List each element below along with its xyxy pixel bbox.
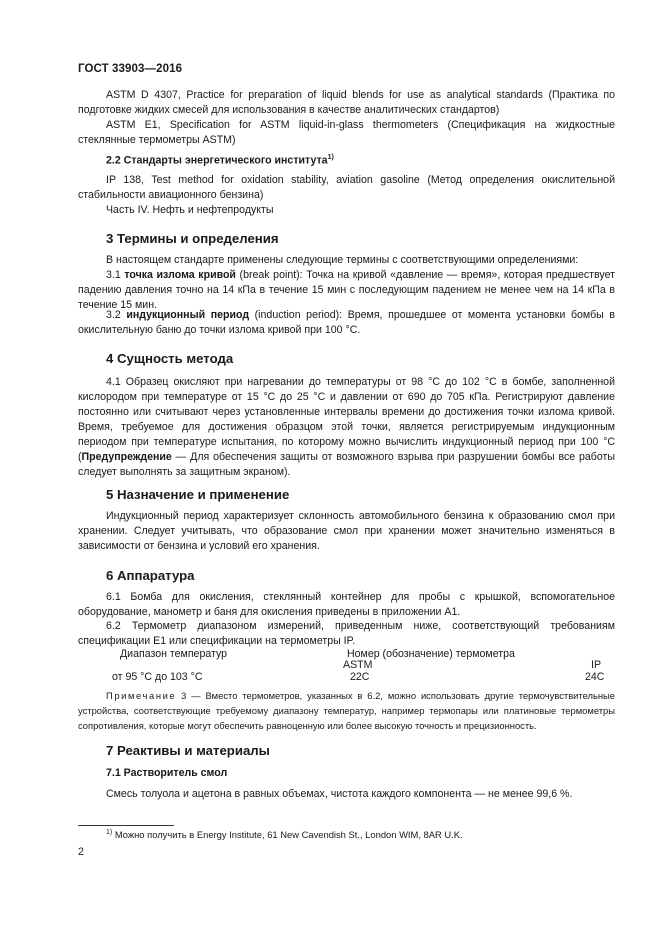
table-cell-range: от 95 °С до 103 °С <box>112 671 203 683</box>
ref-astm-d4307: ASTM D 4307, Practice for preparation of liquid blends for use as analytical standards (Практика по подготовке жидких смесей для использования в качестве аналитических стандартов) <box>78 89 615 116</box>
section-6-1-text: 6.1 Бомба для окисления, стеклянный контейнер для пробы с крышкой, вспомогательное оборудование, манометр и баня для окисления приведены в приложении А1. <box>78 591 615 618</box>
page-number: 2 <box>78 846 84 858</box>
table-header-range: Диапазон температур <box>120 648 228 660</box>
document-header: ГОСТ 33903—2016 <box>78 63 183 75</box>
section-6-2-text: 6.2 Термометр диапазоном измерений, приведенным ниже, соответствующий требованиям спецификации Е1 или спецификации на термометры IP. <box>78 620 615 647</box>
footnote-divider <box>78 825 174 826</box>
footnote: $^{1)}$ Можно получить в Energy Institute, 61 New Cavendish St., London WIM, 8AR U.K. <box>106 829 463 841</box>
section-6-title: 6 Аппаратура <box>106 568 195 583</box>
section-5-title: 5 Назначение и применение <box>106 487 290 502</box>
ref-astm-e1: ASTM E1, Specification for ASTM liquid-in-glass thermometers (Спецификация на жидкостные стеклянные термометры ASTM) <box>78 119 615 146</box>
section-3-intro: В настоящем стандарте применены следующие термины с соответствующими определениями: <box>106 254 579 266</box>
term-3-2: 3.2 индукционный период (induction period): Время, прошедшее от момента установки бомбы в окислительную баню до точки излома кривой при 100 °С. <box>78 309 615 336</box>
table-cell-ip: 24C <box>585 671 605 683</box>
note-label: Примечание <box>106 690 177 701</box>
table-header-astm: ASTM <box>343 659 373 671</box>
section-4-title: 4 Сущность метода <box>106 351 234 366</box>
footnote-ref: 1) <box>327 154 334 161</box>
section-7-text: Смесь толуола и ацетона в равных объемах, чистота каждого компонента — не менее 99,6 %. <box>106 788 573 800</box>
section-7-title: 7 Реактивы и материалы <box>106 743 270 758</box>
ref-ip138: IP 138, Test method for oxidation stability, aviation gasoline (Метод определения окислительной стабильности авиационного бензина) <box>78 174 615 201</box>
table-cell-astm: 22C <box>350 671 370 683</box>
table-header-ip: IP <box>591 659 602 671</box>
term-3-1: 3.1 точка излома кривой (break point): Точка на кривой «давление — время», которая предшествует падению давления точно на 14 кПа в течение 15 мин с последующим падением не менее чем на 14 кПа в течение 15 мин. <box>78 269 616 311</box>
subsection-2-2-title: 2.2 Стандарты энергетического института$^{1)}$ <box>106 154 334 167</box>
ref-part4: Часть IV. Нефть и нефтепродукты <box>106 204 274 216</box>
warning-label: Предупреждение <box>81 451 172 463</box>
table-header-thermometer: Номер (обозначение) термометра <box>347 648 515 660</box>
section-4-1-text: 4.1 Образец окисляют при нагревании до температуры от 98 °С до 102 °С в бомбе, заполненной кислородом при температуре от 15 °С до 25 °С и давлении от 690 до 705 кПа. Регистрируют давление постоянно или считывают через установленные интервалы времени до достижения точки излома кривой. Время, требуемое для достижения образцом этой точки, является регистрируемым индукционным периодом при температуре испытания, по которому можно вычислить индукционный период при 100 °С (Предупреждение — Для обеспечения защиты от возможного взрыва при разрушении бомбы все работы следует выполнять за защитным экраном). <box>78 376 615 478</box>
section-5-text: Индукционный период характеризует склонность автомобильного бензина к образованию смол при хранении. Следует учитывать, что образование смол при хранении может значительно изменяться в зависимости от бензина и условий его хранения. <box>78 510 615 552</box>
note-3: Примечание 3 — Вместо термометров, указанных в 6.2, можно использовать другие термочувствительные устройства, соответствующие требуемому диапазону температур, например термопары или платиновые термометры сопротивления, которые могут обеспечить равноценную или более высокую точность и прецизионность. <box>78 690 615 731</box>
subsection-7-1-title: 7.1 Растворитель смол <box>106 767 228 779</box>
section-3-title: 3 Термины и определения <box>106 231 279 246</box>
